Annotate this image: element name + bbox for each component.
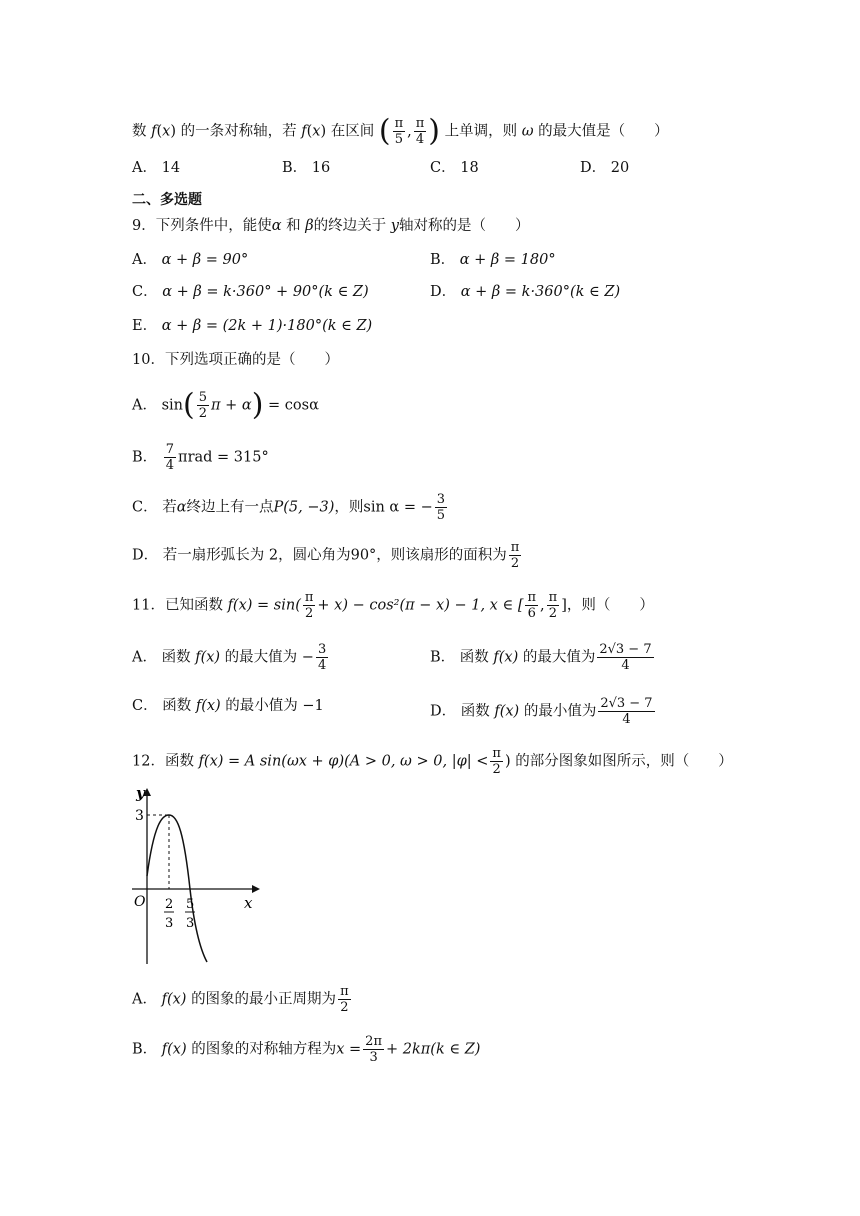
fraction: $\frac{\pi}{5}$	[394, 116, 404, 147]
fraction: $\frac{\pi}{4}$	[415, 116, 425, 147]
q8-tail-line: 数 f(x) 的一条对称轴，若 f(x) 在区间 ( $\frac{\pi}{5}$ , $\frac{\pi}{4}$ ) 上单调，则 ω 的最大值是（ ）	[132, 113, 669, 149]
omega-symbol: ω	[521, 123, 534, 140]
q11-option-c[interactable]: C． 函数 f(x) 的最小值为 −1	[132, 698, 324, 714]
fx: f	[151, 123, 157, 140]
q8-option-d[interactable]: D． 20	[580, 160, 630, 176]
function-graph	[124, 784, 264, 970]
q12-option-b[interactable]: B． f(x) 的图象的对称轴方程为x = $\frac{2\pi}{3}$ + 2kπ(k ∈ Z)	[132, 1034, 481, 1065]
q12-stem: 12．函数 f(x) = A sin(ωx + φ)(A > 0, ω > 0, |φ| < $\frac{\pi}{2}$ ) 的部分图象如图所示，则（ ）	[132, 746, 733, 777]
q10-option-c[interactable]: C． 若α终边上有一点P(5, −3)，则sin α = − $\frac{3}{5}$	[132, 492, 446, 523]
tick-5-3-den: 3	[186, 916, 195, 931]
q10-option-d[interactable]: D． 若一扇形弧长为 2，圆心角为90°，则该扇形的面积为 $\frac{\pi}{2}$	[132, 540, 520, 571]
text: 在区间	[330, 123, 375, 140]
origin-label: O	[134, 894, 146, 910]
q9-option-c[interactable]: C． α + β = k·360° + 90°(k ∈ Z)	[132, 284, 369, 300]
q11-option-d[interactable]: D． 函数 f(x) 的最小值为 $\frac{2√3 - 7}{4}$	[430, 696, 653, 727]
q10-option-b[interactable]: B． $\frac{7}{4}$ πrad = 315°	[132, 442, 269, 473]
x-axis-arrow	[252, 885, 260, 893]
x-label: x	[244, 894, 253, 912]
q8-option-b[interactable]: B． 16	[282, 160, 331, 176]
peak-value-label: 3	[135, 808, 144, 824]
q10-option-a[interactable]: A． sin( $\frac{5}{2}$ π + α) = cosα	[132, 387, 319, 423]
section-heading: 二、多选题	[132, 192, 202, 208]
text: 上单调，则	[444, 123, 518, 140]
q9-option-b[interactable]: B． α + β = 180°	[430, 252, 556, 268]
q8-option-c[interactable]: C． 18	[430, 160, 479, 176]
q11-stem: 11．已知函数 f(x) = sin( $\frac{\pi}{2}$ + x) − cos²(π − x) − 1, x ∈ [ $\frac{\pi}{6}$ , $\frac{\pi}{2}$ ]，则（ ）	[132, 590, 654, 621]
tick-2-3-den: 3	[165, 916, 174, 931]
y-label: y	[136, 784, 145, 802]
q10-stem: 10．下列选项正确的是（ ）	[132, 352, 339, 368]
q8-option-a[interactable]: A． 14	[132, 160, 181, 176]
tick-2-3-num: 2	[165, 897, 174, 912]
text: 数	[132, 123, 147, 140]
q9-stem: 9．下列条件中，能使α 和 β的终边关于 y轴对称的是（ ）	[132, 218, 530, 234]
q9-option-a[interactable]: A． α + β = 90°	[132, 252, 249, 268]
text: 的一条对称轴，若	[180, 123, 297, 140]
q11-option-b[interactable]: B． 函数 f(x) 的最大值为 $\frac{2√3 - 7}{4}$	[430, 642, 652, 673]
q9-option-e[interactable]: E． α + β = (2k + 1)·180°(k ∈ Z)	[132, 318, 373, 334]
q12-option-a[interactable]: A． f(x) 的图象的最小正周期为 $\frac{\pi}{2}$	[132, 984, 349, 1015]
q11-option-a[interactable]: A． 函数 f(x) 的最大值为 − $\frac{3}{4}$	[132, 642, 327, 673]
text: 的最大值是（ ）	[538, 123, 669, 140]
q9-option-d[interactable]: D． α + β = k·360°(k ∈ Z)	[430, 284, 621, 300]
tick-5-3-num: 5	[186, 897, 195, 912]
